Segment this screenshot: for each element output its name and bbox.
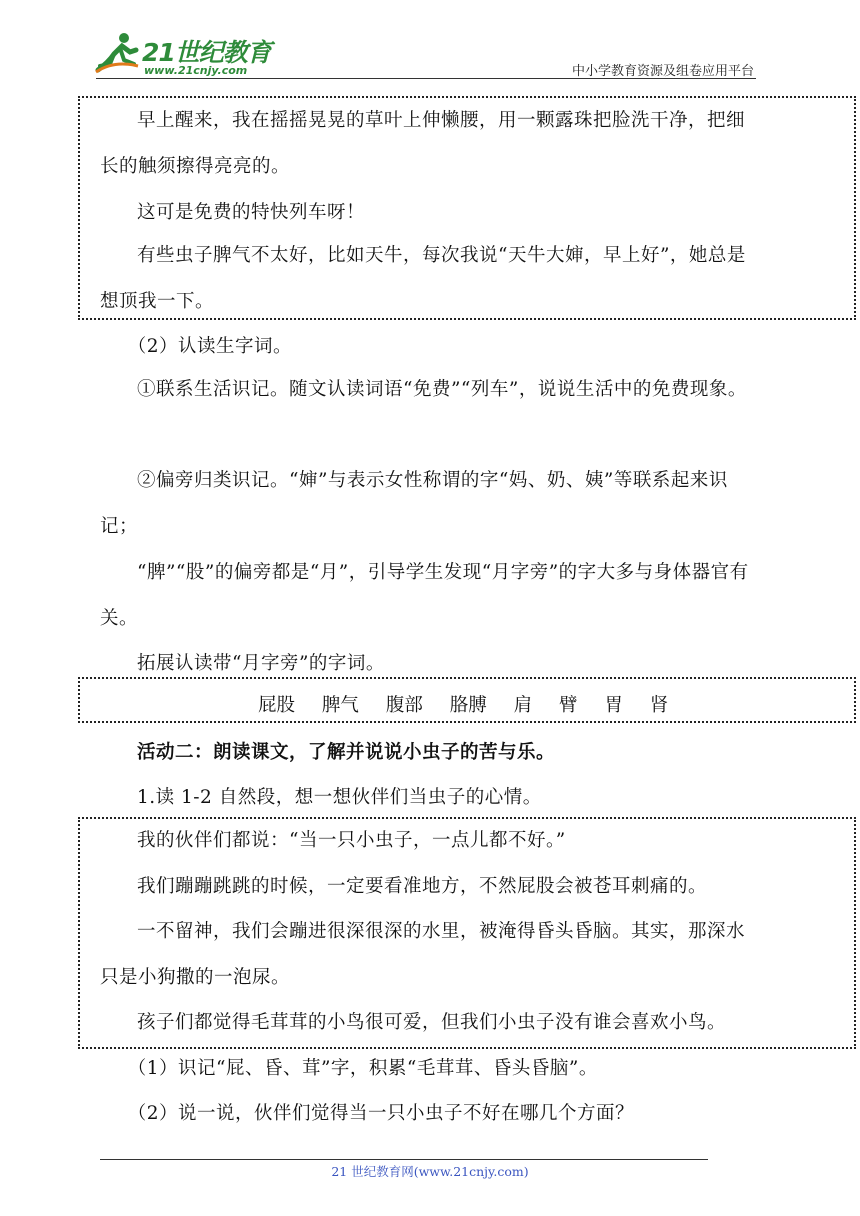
word-item: 臂 [559,695,578,716]
word-item: 肾 [649,695,669,716]
excerpt-paragraph: 这可是免费的特快列车呀！ [137,202,366,223]
excerpt-paragraph: 早上醒来，我在摇摇晃晃的草叶上伸懒腰，用一颗露珠把脸洗干净，把细长的触须擦得亮亮的。 [100,110,746,177]
runner-logo-icon [94,30,140,76]
excerpt-paragraph: 有些虫子脾气不太好，比如天牛，每次我说“天牛大婶，早上好”，她总是想顶我一下。 [100,245,746,312]
header-divider [96,78,756,79]
logo-url: www.21cnjy.com [144,64,248,77]
footer-divider [100,1159,708,1160]
page-header [0,0,860,82]
excerpt-paragraph: 我的伙伴们都说：“当一只小虫子，一点儿都不好。” [137,830,566,851]
word-item: 胃 [604,695,623,716]
word-item: 脾气 [321,695,359,716]
excerpt-paragraph: 一不留神，我们会蹦进很深很深的水里，被淹得昏头昏脑。其实，那深水只是小狗撒的一泡尿。 [100,921,746,988]
excerpt-paragraph: 我们蹦蹦跳跳的时候，一定要看准地方，不然屁股会被苍耳刺痛的。 [137,876,708,897]
activity-heading: 活动二：朗读课文，了解并说说小虫子的苦与乐。 [137,742,556,763]
word-item: 屁股 [258,695,296,716]
footer-text: 21 世纪教育网(www.21cnjy.com) [331,1164,529,1179]
body-paragraph: ①联系生活识记。随文认读词语“免费”“列车”，说说生活中的免费现象。 [137,379,747,400]
word-list [258,688,689,724]
word-item: 胳膊 [449,695,487,716]
excerpt-paragraph: 孩子们都觉得毛茸茸的小鸟很可爱，但我们小虫子没有谁会喜欢小鸟。 [137,1012,727,1033]
body-paragraph: （2）说一说，伙伴们觉得当一只小虫子不好在哪几个方面？ [127,1103,635,1124]
activity-step: 1.读 1-2 自然段，想一想伙伴们当虫子的心情。 [137,787,542,808]
body-paragraph: （1）识记“屁、昏、茸”字，积累“毛茸茸、昏头昏脑”。 [127,1058,598,1079]
word-item: 腹部 [385,695,423,716]
body-paragraph: “脾”“股”的偏旁都是“月”，引导学生发现“月字旁”的字大多与身体器官有关。 [100,562,749,629]
body-paragraph: 拓展认读带“月字旁”的字词。 [137,653,385,674]
body-paragraph: （2）认读生字词。 [127,336,293,357]
header-tagline: 中小学教育资源及组卷应用平台 [571,64,754,79]
word-item: 肩 [513,695,533,716]
site-logo [94,30,271,78]
body-paragraph: ②偏旁归类识记。“婶”与表示女性称谓的字“妈、奶、姨”等联系起来识记； [100,470,728,537]
logo-title: 21世纪教育 [142,38,271,67]
